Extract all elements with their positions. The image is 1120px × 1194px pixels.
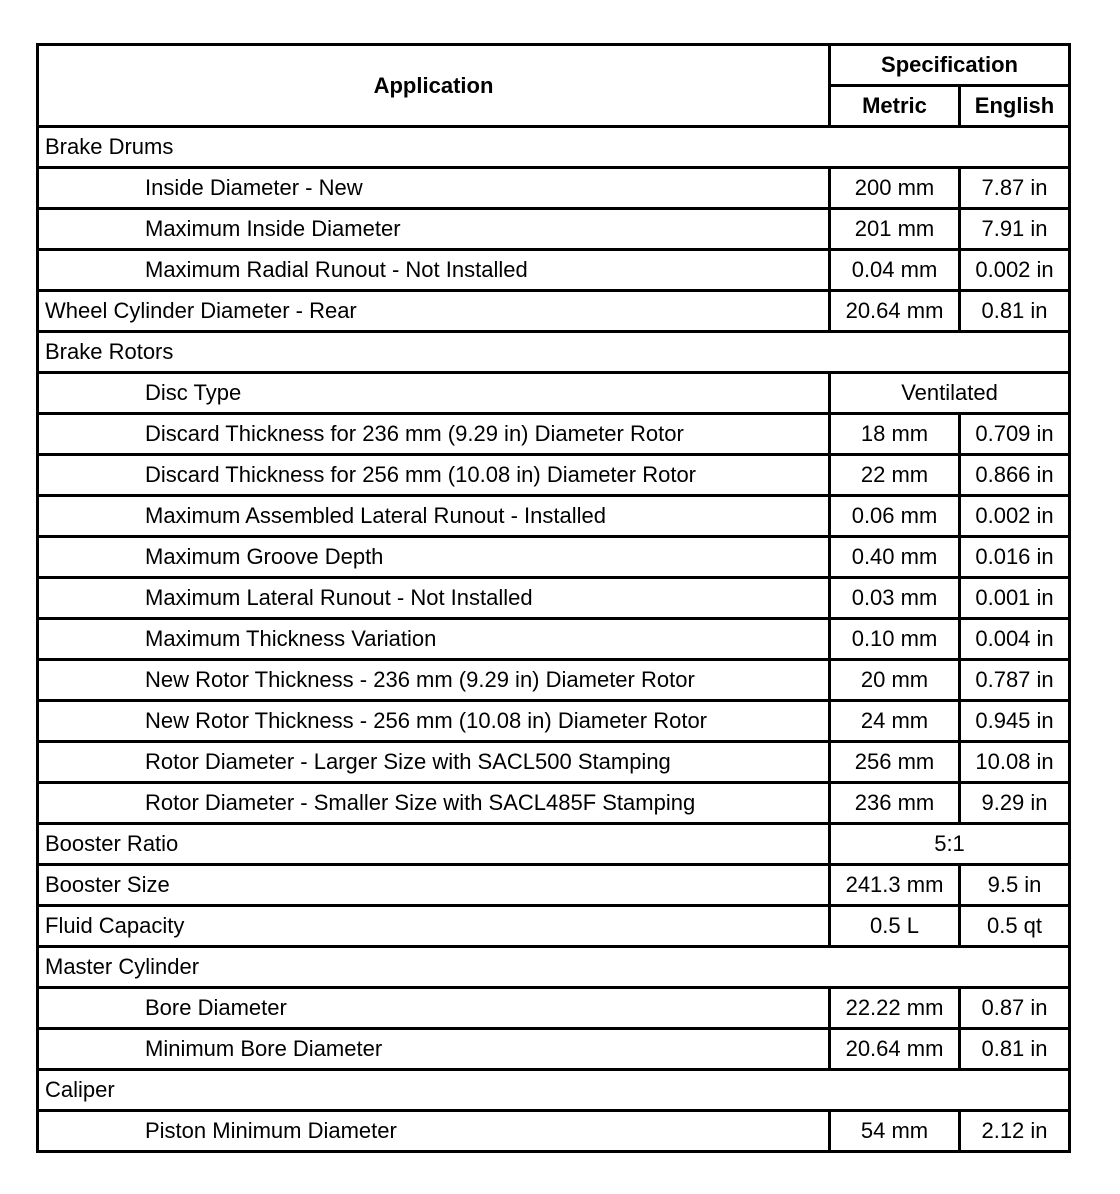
- section-label: Caliper: [38, 1070, 1070, 1111]
- table-row: [38, 947, 1070, 988]
- english-value: 0.016 in: [960, 537, 1070, 578]
- row-label: Maximum Radial Runout - Not Installed: [38, 250, 830, 291]
- table-row: [38, 168, 1070, 209]
- table-row: [38, 742, 1070, 783]
- table-row: [38, 496, 1070, 537]
- table-row: [38, 209, 1070, 250]
- header-metric: Metric: [830, 86, 960, 127]
- english-value: 0.81 in: [960, 291, 1070, 332]
- table-row: [38, 783, 1070, 824]
- row-label: Inside Diameter - New: [38, 168, 830, 209]
- table-row: [38, 1070, 1070, 1111]
- row-label: New Rotor Thickness - 256 mm (10.08 in) Diameter Rotor: [38, 701, 830, 742]
- metric-value: 256 mm: [830, 742, 960, 783]
- metric-value: 0.04 mm: [830, 250, 960, 291]
- row-label: Piston Minimum Diameter: [38, 1111, 830, 1152]
- metric-value: 200 mm: [830, 168, 960, 209]
- english-value: 9.5 in: [960, 865, 1070, 906]
- metric-value: 0.10 mm: [830, 619, 960, 660]
- english-value: 0.866 in: [960, 455, 1070, 496]
- table-row: [38, 291, 1070, 332]
- section-label: Master Cylinder: [38, 947, 1070, 988]
- row-label: Booster Size: [38, 865, 830, 906]
- table-row: [38, 414, 1070, 455]
- english-value: 10.08 in: [960, 742, 1070, 783]
- section-label: Brake Rotors: [38, 332, 1070, 373]
- english-value: 0.001 in: [960, 578, 1070, 619]
- metric-value: 18 mm: [830, 414, 960, 455]
- specification-table: [36, 43, 1071, 1153]
- english-value: 7.87 in: [960, 168, 1070, 209]
- row-label: Bore Diameter: [38, 988, 830, 1029]
- header-english: English: [960, 86, 1070, 127]
- header-specification: Specification: [830, 45, 1070, 86]
- metric-value: 24 mm: [830, 701, 960, 742]
- table-row: [38, 127, 1070, 168]
- metric-value: 0.03 mm: [830, 578, 960, 619]
- row-label: Maximum Groove Depth: [38, 537, 830, 578]
- table-row: [38, 865, 1070, 906]
- english-value: 7.91 in: [960, 209, 1070, 250]
- english-value: 9.29 in: [960, 783, 1070, 824]
- english-value: 0.787 in: [960, 660, 1070, 701]
- row-label: Discard Thickness for 236 mm (9.29 in) Diameter Rotor: [38, 414, 830, 455]
- metric-value: 20 mm: [830, 660, 960, 701]
- english-value: 0.81 in: [960, 1029, 1070, 1070]
- row-label: Rotor Diameter - Smaller Size with SACL485F Stamping: [38, 783, 830, 824]
- row-label: Maximum Lateral Runout - Not Installed: [38, 578, 830, 619]
- row-label: Maximum Inside Diameter: [38, 209, 830, 250]
- row-label: Minimum Bore Diameter: [38, 1029, 830, 1070]
- table-row: [38, 455, 1070, 496]
- row-label: Maximum Assembled Lateral Runout - Installed: [38, 496, 830, 537]
- row-label: Disc Type: [38, 373, 830, 414]
- table-row: [38, 1111, 1070, 1152]
- header-application: Application: [38, 45, 830, 127]
- spec-value: Ventilated: [830, 373, 1070, 414]
- spec-value: 5:1: [830, 824, 1070, 865]
- row-label: New Rotor Thickness - 236 mm (9.29 in) Diameter Rotor: [38, 660, 830, 701]
- table-row: [38, 701, 1070, 742]
- metric-value: 54 mm: [830, 1111, 960, 1152]
- table-row: [38, 619, 1070, 660]
- english-value: 0.945 in: [960, 701, 1070, 742]
- english-value: 2.12 in: [960, 1111, 1070, 1152]
- table-row: [38, 250, 1070, 291]
- metric-value: 0.06 mm: [830, 496, 960, 537]
- metric-value: 0.5 L: [830, 906, 960, 947]
- metric-value: 22 mm: [830, 455, 960, 496]
- english-value: 0.004 in: [960, 619, 1070, 660]
- table-row: [38, 1029, 1070, 1070]
- row-label: Discard Thickness for 256 mm (10.08 in) Diameter Rotor: [38, 455, 830, 496]
- table-row: [38, 332, 1070, 373]
- metric-value: 22.22 mm: [830, 988, 960, 1029]
- row-label: Maximum Thickness Variation: [38, 619, 830, 660]
- metric-value: 20.64 mm: [830, 1029, 960, 1070]
- english-value: 0.002 in: [960, 496, 1070, 537]
- row-label: Wheel Cylinder Diameter - Rear: [38, 291, 830, 332]
- table-row: [38, 578, 1070, 619]
- table-row: [38, 906, 1070, 947]
- table-row: [38, 660, 1070, 701]
- metric-value: 201 mm: [830, 209, 960, 250]
- metric-value: 20.64 mm: [830, 291, 960, 332]
- table-row: [38, 824, 1070, 865]
- english-value: 0.5 qt: [960, 906, 1070, 947]
- english-value: 0.002 in: [960, 250, 1070, 291]
- english-value: 0.87 in: [960, 988, 1070, 1029]
- row-label: Fluid Capacity: [38, 906, 830, 947]
- row-label: Rotor Diameter - Larger Size with SACL500 Stamping: [38, 742, 830, 783]
- english-value: 0.709 in: [960, 414, 1070, 455]
- table-row: [38, 988, 1070, 1029]
- metric-value: 236 mm: [830, 783, 960, 824]
- row-label: Booster Ratio: [38, 824, 830, 865]
- metric-value: 241.3 mm: [830, 865, 960, 906]
- table-row: [38, 373, 1070, 414]
- section-label: Brake Drums: [38, 127, 1070, 168]
- table-row: [38, 537, 1070, 578]
- metric-value: 0.40 mm: [830, 537, 960, 578]
